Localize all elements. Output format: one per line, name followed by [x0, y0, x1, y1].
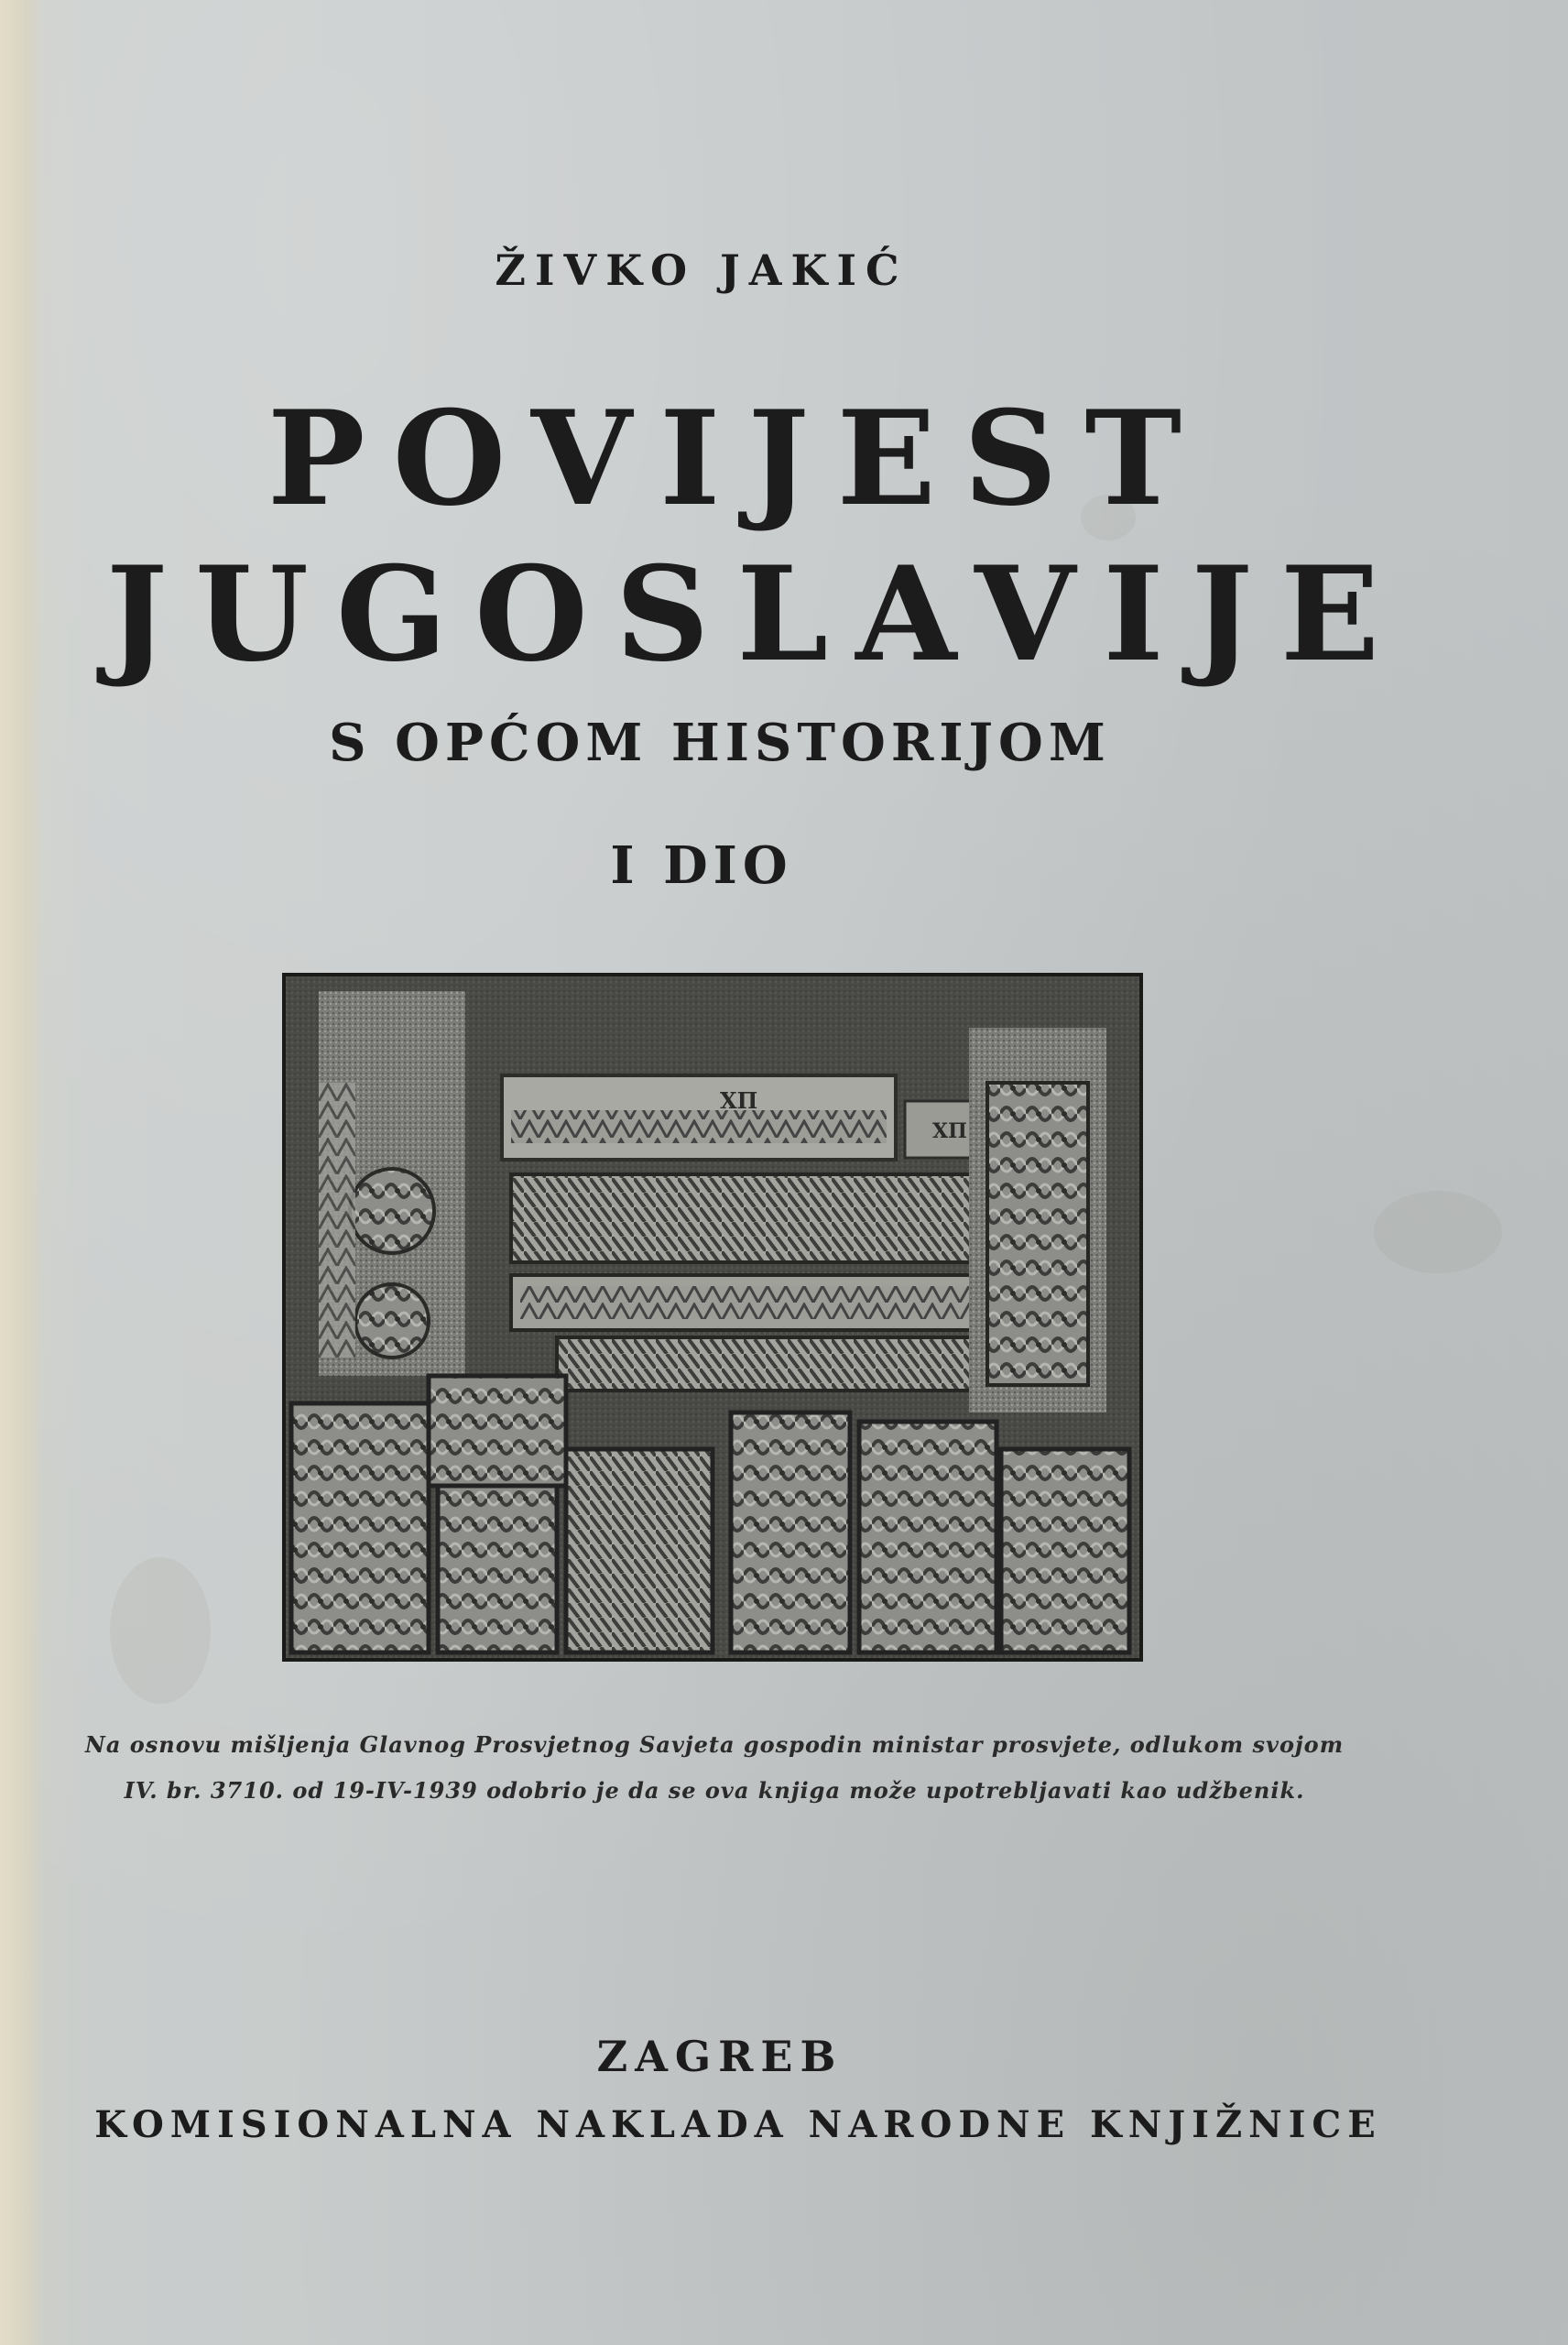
carved-stone-fragments-illustration [282, 973, 1143, 1662]
left-pillar-fragment [319, 991, 465, 1376]
volume-part: I DIO [610, 835, 793, 896]
photo-inscription-left: ΧΠ [720, 1087, 758, 1114]
approval-note-line-2: IV. br. 3710. od 19-IV-1939 odobrio je da se ova knjiga može upotrebljavati kao udžbenik. [124, 1777, 1305, 1804]
book-subtitle: S OPĆOM HISTORIJOM [329, 713, 1111, 773]
cover-spine-edge [0, 0, 44, 2345]
book-title-line-1: POVIJEST [267, 383, 1210, 535]
photo-inscription-right: ΧΠ [932, 1119, 967, 1143]
middle-beams-fragments [511, 1174, 1033, 1391]
cover-photo-carved-stones [282, 973, 1143, 1662]
author-name: ŽIVKO JAKIĆ [495, 245, 909, 295]
publisher-name: KOMISIONALNA NAKLADA NARODNE KNJIŽNICE [94, 2103, 1382, 2146]
approval-note-line-1: Na osnovu mišljenja Glavnog Prosvjetnog Savjeta gospodin ministar prosvjete, odlukom svojom [84, 1731, 1345, 1758]
paper-stain [110, 1557, 211, 1704]
book-title-line-2: JUGOSLAVIJE [105, 539, 1408, 691]
publication-city: ZAGREB [596, 2032, 844, 2081]
right-pillar-fragment [969, 1028, 1106, 1412]
paper-stain [1374, 1191, 1502, 1273]
